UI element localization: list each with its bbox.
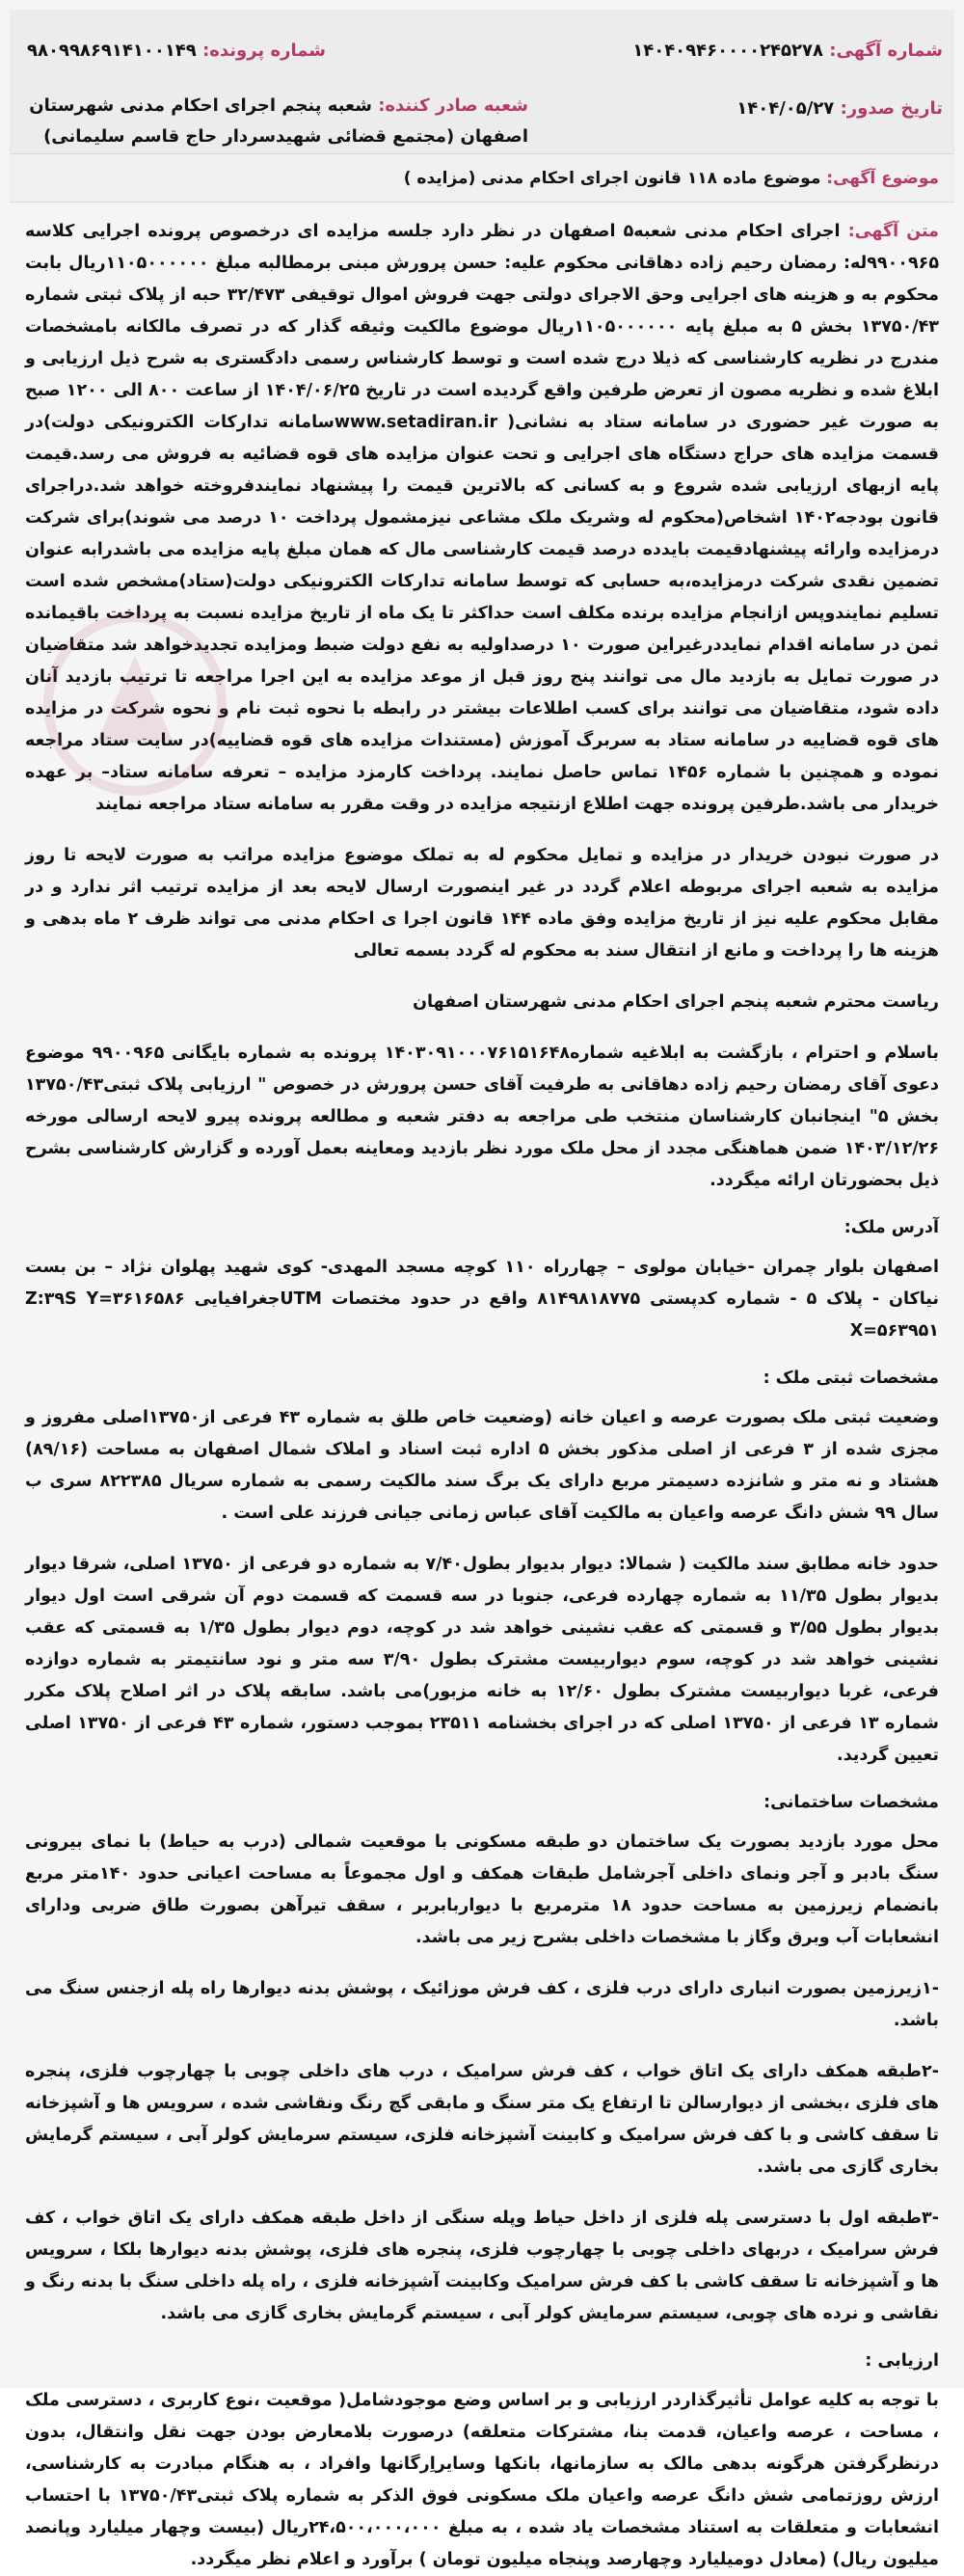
text-label: متن آگهی: [847, 222, 939, 241]
issuing-branch-label: شعبه صادر کننده: [378, 95, 528, 116]
subject-value: موضوع ماده ۱۱۸ قانون اجرای احکام مدنی (مزایده ) [403, 169, 821, 188]
building-item-ground-floor: -۲طبقه همکف دارای یک اتاق خواب ، کف فرش سرامیک ، درب های داخلی چوبی با چهارچوب فلزی، پنجره های فلزی ،بخشی از دیوارسالن تا ارتفاع یک متر سنگ و مابقی گچ رنگ ونقاشی شده ، سرویس ها و آشپزخانه تا سقف کاشی و با کف فرش سرامیک و کابینت آشپزخانه فلزی، سیستم سرمایش کولر آبی ، سیستم گرمایش بخاری گازی می باشد. [25, 2062, 939, 2177]
building-heading: مشخصات ساختمانی: [763, 1793, 939, 1812]
ad-subject [10, 154, 954, 203]
subject-label: موضوع آگهی: [826, 169, 939, 188]
paragraph-report-intro: باسلام و احترام ، بازگشت به ابلاغیه شماره۱۴۰۳۰۹۱۰۰۰۷۶۱۵۱۶۴۸ پرونده به شماره بایگانی ۹۹۰۰۹۶۵ موضوع دعوی آقای رمضان رحیم زاده دهاقانی به طرفیت آقای حسن پرورش در خصوص " ارزیابی پلاک ثبتی۱۳۷۵۰/۴۳ بخش ۵" اینجانبان کارشناسان منتخب طی مراجعه به دفتر شعبه و مطالعه پرونده پیرو لایحه ارسالی مورخه ۱۴۰۳/۱۲/۲۶ ضمن هماهنگی مجدد از محل ملک مورد نظر بازدید ومعاینه بعمل آورده و گزارش کارشناسی بشرح ذیل بحضورتان ارائه میگردد. [25, 1044, 939, 1190]
file-number-value: ۹۸۰۹۹۸۶۹۱۴۱۰۰۱۴۹ [27, 41, 197, 61]
ad-number [632, 41, 943, 61]
watermark-icon [39, 608, 231, 800]
issue-date-value: ۱۴۰۴/۰۵/۲۷ [736, 98, 835, 119]
ad-body [10, 203, 954, 2576]
ad-number-value: ۱۴۰۴۰۹۴۶۰۰۰۰۲۴۵۲۷۸ [632, 41, 823, 61]
building-item-first-floor: -۳طبقه اول با دسترسی پله فلزی از داخل حیاط وپله سنگی از داخل طبقه همکف دارای یک اتاق خواب ، کف فرش سرامیک ، دربهای داخلی چوبی با چهارچوب فلزی، پنجره های فلزی، پوشش بدنه دیوارها بلکا ، سرویس ها و آشپزخانه تا سقف کاشی با کف فرش سرامیک وکابینت آشپزخانه فلزی ، راه پله داخلی سنگ با بدنه رنگ و نقاشی و نرده های چوبی، سیستم سرمایش کولر آبی ، سیستم گرمایش بخاری گازی می باشد. [25, 2209, 939, 2323]
file-number-label: شماره پرونده: [202, 41, 326, 61]
paragraph-addressee: ریاست محترم شعبه پنجم اجرای احکام مدنی شهرستان اصفهان [413, 992, 939, 1012]
issuing-branch [27, 91, 528, 152]
issue-date-label: تاریخ صدور: [840, 98, 943, 119]
paragraph-auction-text: اجرای احکام مدنی شعبه۵ اصفهان در نظر دارد جلسه مزایده ای درخصوص پرونده اجرایی کلاسه ۹۹۰۰۹۶۵له: رمضان رحیم زاده دهاقانی محکوم علیه: حسن پرورش مبنی برمطالبه مبلغ ۱۱۰۵۰۰۰۰۰۰ریال بابت محکوم به و هزینه های اجرایی وحق الاجرای دولتی جهت فروش اموال توقیفی ۳۲/۴۷۳ حبه از پلاک ثبتی شماره ۱۳۷۵۰/۴۳ بخش ۵ به مبلغ پایه ۱۱۰۵۰۰۰۰۰۰ریال موضوع مالکیت وثیقه گذار که در تصرف مالکانه بامشخصات مندرج در نظریه کارشناسی که ذیلا درج شده است و توسط کارشناس رسمی دادگستری به شرح ذیل ارزیابی و ابلاغ شده و نظریه مصون از تعرض طرفین واقع گردیده است در تاریخ ۱۴۰۴/۰۶/۲۵ از ساعت ۸۰۰ الی ۱۲۰۰ صبح به صورت غیر حضوری در سامانه ستاد به نشانی( www.setadiran.irسامانه تدارکات الکترونیکی دولت)در قسمت مزایده های حراج دستگاه های اجرایی و تحت عنوان مزایده های قوه قضائیه به فروش می رسد.قیمت پایه ازبهای ارزیابی شده شروع و به کسانی که بالاترین قیمت را پیشنهاد نمایندفروخته خواهد شد.دراجرای قانون بودجه۱۴۰۲ اشخاص(محکوم له وشریک ملک مشاعی نیزمشمول پرداخت ۱۰ درصد می شوند)برای شرکت درمزایده وارائه پیشنهادقیمت بایدده درصد قیمت کارشناسی مال که همان مبلغ پایه مزایده می باشدرابه عنوان تضمین نقدی شرکت درمزایده،به حسابی که توسط سامانه تدارکات الکترونیکی دولت(ستاد)مشخص شده است تسلیم نمایندوپس ازانجام مزایده برنده مکلف است حداکثر تا یک ماه از تاریخ مزایده نسبت به پرداخت باقیمانده ثمن در سامانه اقدام نمایددرغیراین صورت ۱۰ درصداولیه به نفع دولت ضبط ومزایده تجدیدخواهد شد متقاضیان در صورت تمایل به بازدید مال می توانند پنج روز قبل از موعد مزایده به این اجرا مراجعه تا ترتیب بازدید آنان داده شود، متقاضیان می توانند برای کسب اطلاعات بیشتر در رابطه با نحوه ثبت نام و نحوه شرکت در مزایده های قوه قضاییه در سامانه ستاد به سربرگ آموزش (مستندات مزایده های قوه قضاییه)در سایت ستاد مراجعه نموده و همچنین با شماره ۱۴۵۶ تماس حاصل نمایند. پرداخت کارمزد مزایده – تعرفه سامانه ستاد– بر عهده خریدار می باشد.طرفین پرونده جهت اطلاع ازنتیجه مزایده در وقت مقرر به سامانه ستاد مراجعه نمایند [25, 222, 940, 814]
ad-number-label: شماره آگهی: [829, 41, 943, 61]
valuation-heading: ارزیابی : [865, 2351, 939, 2371]
building-text: محل مورد بازدید بصورت یک ساختمان دو طبقه مسکونی با موقعیت شمالی (درب به حیاط) با نمای بیرونی سنگ بادبر و آجر ونمای داخلی آجرشامل طبقات همکف و اول مجموعاً به مساحت اعیانی حدود ۱۴۰متر مربع بانضمام زیرزمین به مساحت حدود ۱۸ مترمربع با دیواربابربر ، سقف تیرآهن بصورت طاق ضربی ودارای انشعابات آب وبرق وگاز با مشخصات داخلی بشرح زیر می باشد. [25, 1832, 940, 1947]
address-heading: آدرس ملک: [844, 1218, 939, 1237]
paragraph-buyer-absence: در صورت نبودن خریدار در مزایده و تمایل محکوم له به تملک موضوع مزایده مراتب به صورت لایحه تا روز مزایده به شعبه اجرای مربوطه اعلام گردد در غیر اینصورت ارسال لایحه بعد از مزایده ترتیب اثر ندارد و در مقابل محکوم علیه نیز از تاریخ مزایده وفق ماده ۱۴۴ قانون اجرا ی احکام مدنی می تواند ظرف ۲ ماه بدهی و هزینه ها را پرداخت و مانع از انتقال سند به محکوم له گردد بسمه تعالی [25, 846, 939, 961]
bounds-text: حدود خانه مطابق سند مالکیت ( شمالا: دیوار بدیوار بطول۷/۴۰ به شماره دو فرعی از ۱۳۷۵۰ اصلی، شرقا دیوار بدیوار بطول ۱۱/۳۵ به شماره چهارده فرعی، جنوبا در سه قسمت که قسمت دوم آن شرقی است اول دیوار بدیوار بطول ۳/۵۵ و قسمتی که عقب نشینی خواهد شد در کوچه، دوم دیوار بطول ۱/۳۵ به قسمتی که عقب نشینی خواهد شد در کوچه، سوم دیواربیست مشترک بطول ۳/۹۰ سه متر و نود سانتیمتر به شماره دوازده فرعی، غربا دیواربیست مشترک بطول ۱۲/۶۰ به خانه مزبور)می باشد. سابقه پلاک در اثر اصلاح پلاک مکرر شماره ۱۳ فرعی از ۱۳۷۵۰ اصلی که در اجرای بخشنامه ۲۳۵۱۱ بموجب دستور، شماره ۴۳ فرعی از ۱۳۷۵۰ اصلی تعیین گردید. [25, 1555, 939, 1765]
ad-header [10, 10, 954, 154]
registry-heading: مشخصات ثبتی ملک : [763, 1369, 939, 1388]
issuing-branch-value: شعبه پنجم اجرای احکام مدنی شهرستان اصفهان (مجتمع قضائی شهیدسردار حاج قاسم سلیمانی) [29, 95, 528, 147]
address-text: اصفهان بلوار چمران -خیابان مولوی – چهارراه ۱۱۰ کوچه مسجد المهدی- کوی شهید پهلوان نژاد – بن بست نیاکان - پلاک ۵ - شماره کدپستی ۸۱۴۹۸۱۸۷۷۵ واقع در حدود مختصات UTMجغرافیایی Z:۳۹S Y=۳۶۱۶۵۸۶ X=۵۶۳۹۵۱ [25, 1258, 939, 1341]
issue-date [736, 98, 943, 119]
building-item-basement: -۱زیرزمین بصورت انباری دارای درب فلزی ، کف فرش موزائیک ، پوشش بدنه دیوارها راه پله ازجنس سنگ می باشد. [25, 1979, 939, 2030]
valuation-text: با توجه به کلیه عوامل تأثیرگذاردر ارزیابی و بر اساس وضع موجودشامل( موقعیت ،نوع کاربری ، دسترسی ملک ، مساحت ، عرصه واعیان، قدمت بنا، مشترکات متعلقه) درصورت بلامعارض بودن جهت نقل وانتقال، بدون درنظرگرفتن هرگونه بدهی مالک به سازمانها، بانکها وسایراِرگانها وافراد ، به هنگام مبادرت به کارشناسی، ارزش روزتمامی شش دانگ عرصه واعیان ملک مسکونی فوق الذکر به شماره پلاک ثبتی۱۳۷۵۰/۴۳ با احتساب انشعابات و متعلقات به استناد مشخصات یاد شده ، به مبلغ ۲۴،۵۰۰،۰۰۰،۰۰۰ریال (بیست وچهار میلیارد وپانصد میلیون ریال) (معادل دومیلیارد وچهارصد وپنجاه میلیون تومان ) برآورد و اعلام نظر میگردد. [25, 2391, 939, 2569]
registry-text: وضعیت ثبتی ملک بصورت عرصه و اعیان خانه (وضعیت خاص طلق به شماره ۴۳ فرعی از۱۳۷۵۰اصلی مفروز و مجزی شده از ۳ فرعی از اصلی مذکور بخش ۵ اداره ثبت اسناد و املاک شمال اصفهان به مساحت (۸۹/۱۶) هشتاد و نه متر و شانزده دسیمتر مربع دارای یک برگ سند مالکیت رسمی به شماره سریال ۸۲۲۳۸۵ سری ب سال ۹۹ شش دانگ عرصه واعیان به مالکیت آقای عباس زمانی جیانی فرزند علی است . [25, 1408, 940, 1523]
file-number [27, 41, 326, 61]
